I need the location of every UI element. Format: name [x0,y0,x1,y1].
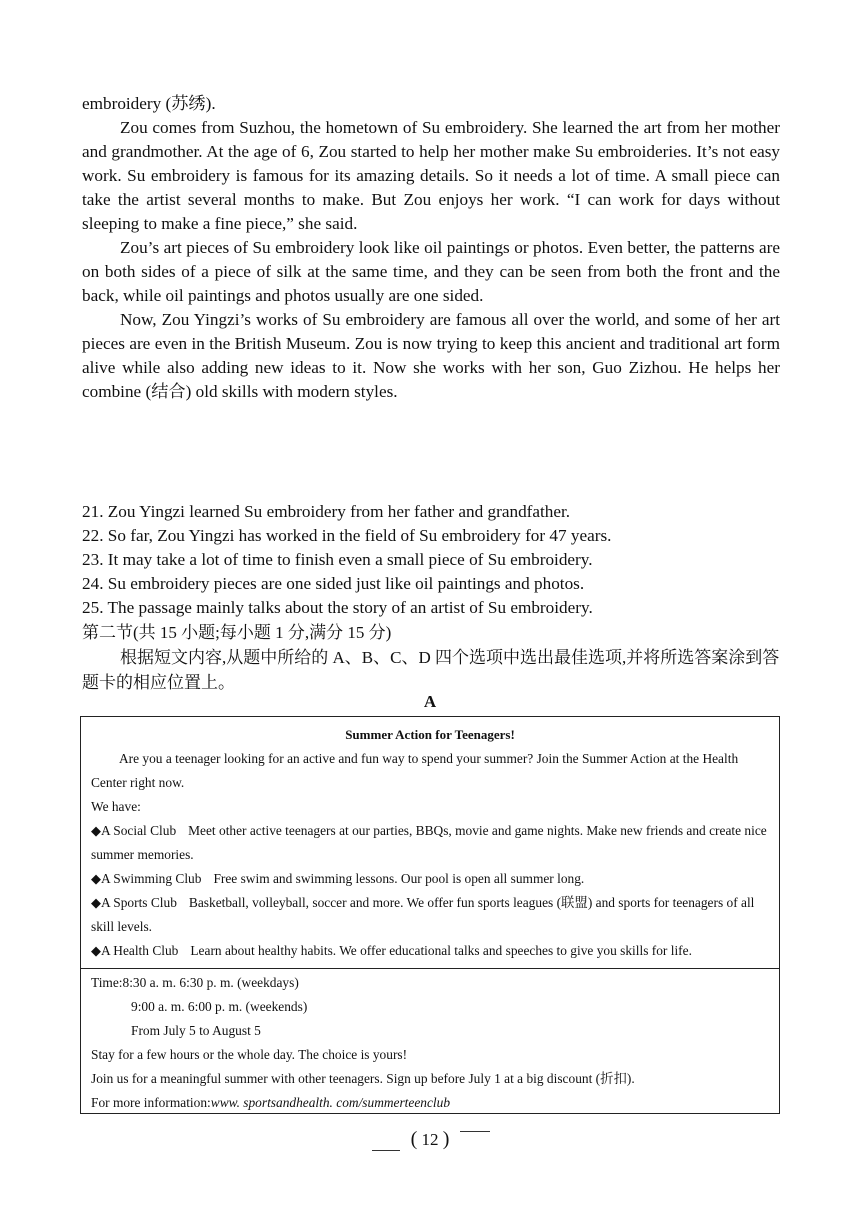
notice-title: Summer Action for Teenagers! [345,727,515,742]
true-false-questions [82,500,780,620]
notice-intro: Are you a teenager looking for an active and fun way to spend your summer? Join the Summer Action at the Health Center right now. [91,751,739,790]
diamond-bullet-icon: ◆ [91,823,101,838]
club-name: A Health Club [101,943,179,958]
club-desc: Free swim and swimming lessons. Our pool is open all summer long. [213,871,585,886]
notice-dates: From July 5 to August 5 [131,1023,261,1038]
notice-box [80,716,780,1114]
club-desc: Basketball, volleyball, soccer and more. We offer fun sports leagues (联盟) and sports for teenagers of all skill levels. [91,895,755,934]
notice-time-weekends: 9:00 a. m. 6:00 p. m. (weekends) [131,999,308,1014]
part-label: A [423,692,437,711]
notice-join: Join us for a meaningful summer with other teenagers. Sign up before July 1 at a big discount (折扣). [91,1071,635,1086]
notice-top-section [81,717,779,969]
passage-first-line: embroidery (苏绣). [82,94,216,113]
club-name: A Sports Club [101,895,177,910]
passage-paragraph: Zou’s art pieces of Su embroidery look like oil paintings or photos. Even better, the patterns are on both sides of a piece of silk at the same time, and they can be seen from both the front and the back, while oil paintings and photos usually are one sided. [82,238,780,305]
question-item: 25. The passage mainly talks about the story of an artist of Su embroidery. [82,598,593,617]
notice-more-info [91,1091,771,1115]
page-footer [0,1128,860,1151]
more-info-url[interactable]: www. sportsandhealth. com/summerteenclub [210,1095,451,1110]
question-item: 23. It may take a lot of time to finish even a small piece of Su embroidery. [82,550,593,569]
more-info-label: For more information: [91,1095,211,1110]
section-heading: 第二节(共 15 小题;每小题 1 分,满分 15 分) [82,623,392,642]
club-desc: Meet other active teenagers at our parties, BBQs, movie and game nights. Make new friends and create nice summer memories. [91,823,767,862]
section-instruction: 根据短文内容,从题中所给的 A、B、C、D 四个选项中选出最佳选项,并将所选答案涂到答题卡的相应位置上。 [82,648,780,692]
club-desc: Learn about healthy habits. We offer educational talks and speeches to give you skills for life. [190,943,692,958]
diamond-bullet-icon: ◆ [91,895,101,910]
page-number-value: 12 [421,1130,439,1149]
passage-paragraph: Now, Zou Yingzi’s works of Su embroidery are famous all over the world, and some of her art pieces are even in the British Museum. Zou is now trying to keep this ancient and traditional art form alive while also adding new ideas to it. Now she works with her son, Guo Zizhou. He helps her combine (结合) old skills with modern styles. [82,310,780,401]
club-item-social [91,819,771,867]
page-number: ( 12 ) [410,1128,450,1150]
club-item-sports [91,891,771,939]
club-item-health [91,939,771,963]
question-item: 21. Zou Yingzi learned Su embroidery from her father and grandfather. [82,502,571,521]
notice-we-have: We have: [91,799,141,814]
passage-paragraph: Zou comes from Suzhou, the hometown of Su embroidery. She learned the art from her mother and grandmother. At the age of 6, Zou started to help her mother make Su embroideries. It’s not easy work. Su embroidery is famous for its amazing details. So it needs a lot of time. A small piece can take the artist several months to make. But Zou enjoys her work. “I can work for days without sleeping to make a fine piece,” she said. [82,118,780,233]
club-name: A Social Club [101,823,177,838]
diamond-bullet-icon: ◆ [91,871,101,886]
club-name: A Swimming Club [101,871,202,886]
notice-stay: Stay for a few hours or the whole day. The choice is yours! [91,1047,408,1062]
diamond-bullet-icon: ◆ [91,943,101,958]
club-item-swimming [91,867,771,891]
passage-body [82,116,780,404]
question-item: 24. Su embroidery pieces are one sided just like oil paintings and photos. [82,574,585,593]
question-item: 22. So far, Zou Yingzi has worked in the field of Su embroidery for 47 years. [82,526,612,545]
notice-time-weekdays: Time:8:30 a. m. 6:30 p. m. (weekdays) [91,975,299,990]
section-two [82,620,780,695]
